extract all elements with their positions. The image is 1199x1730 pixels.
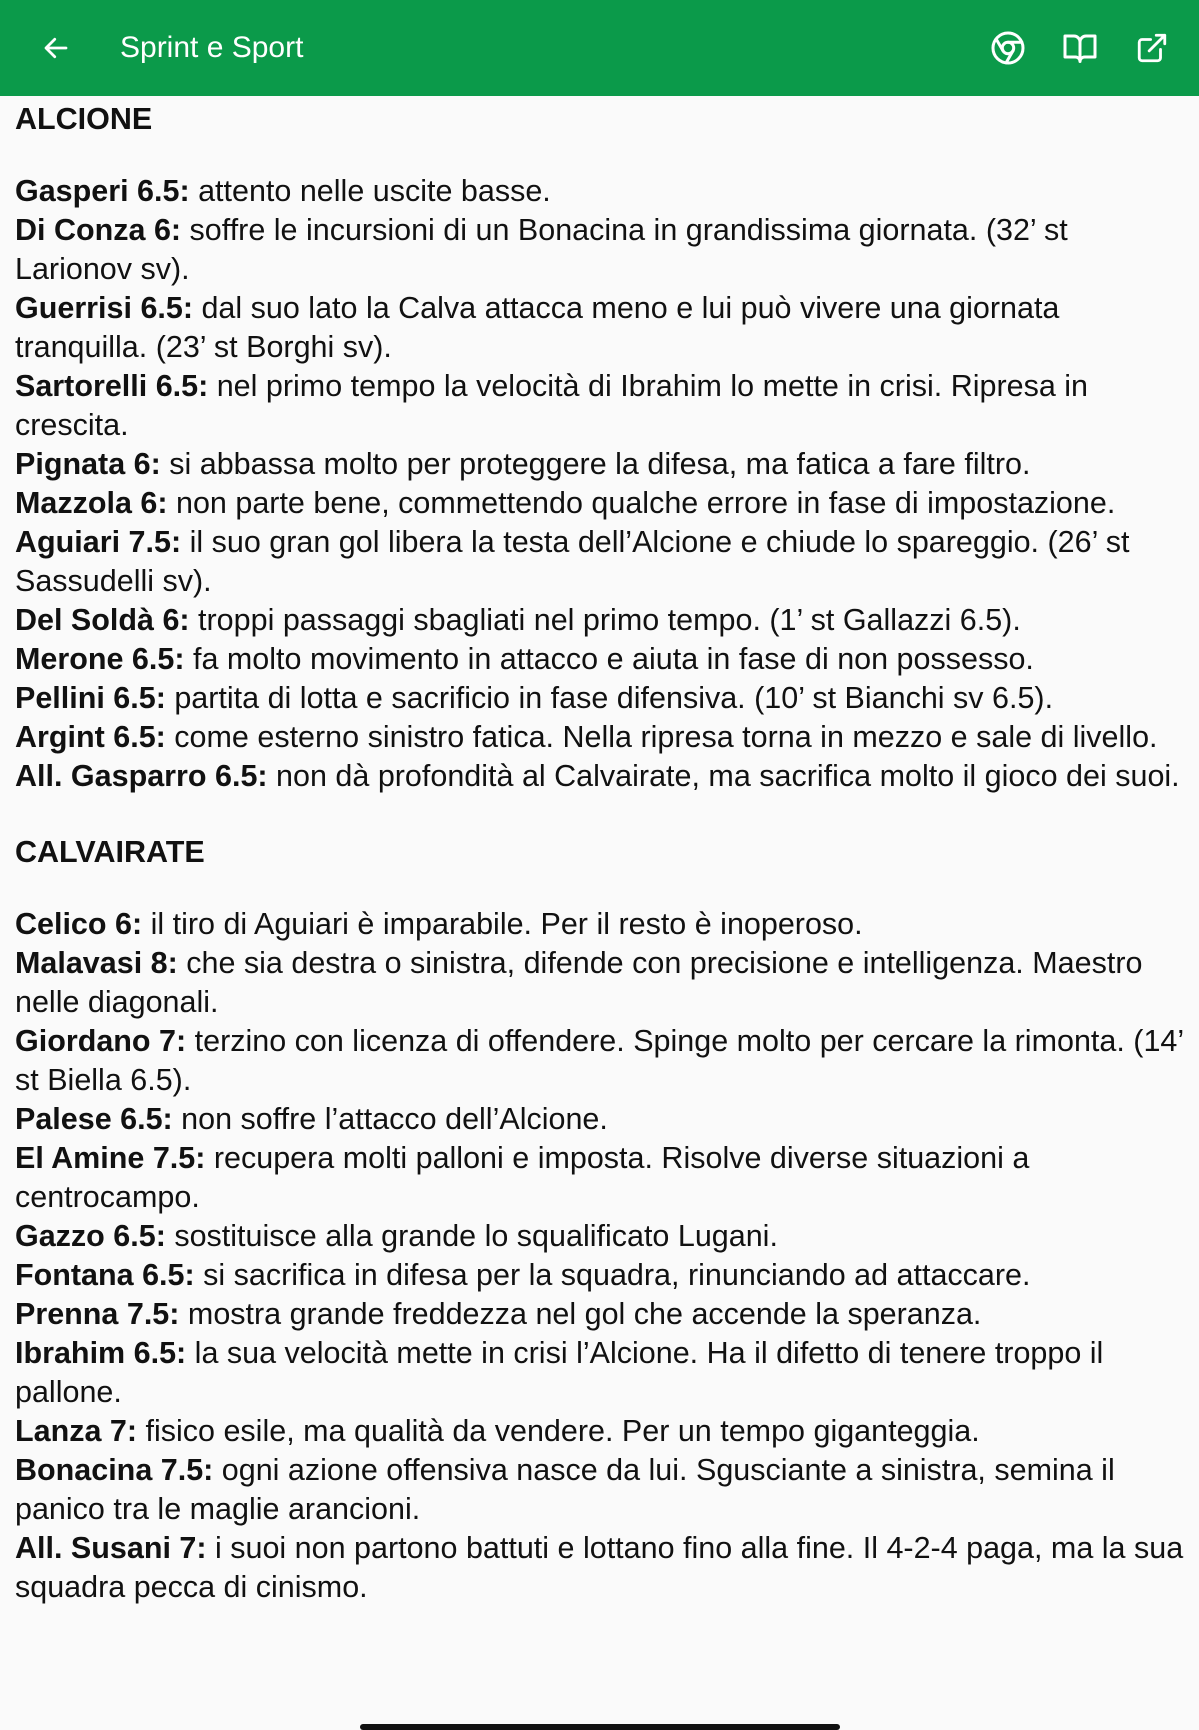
player-name: Fontana 6.5:: [15, 1258, 195, 1292]
player-rating: [15, 718, 1187, 757]
player-comment: terzino con licenza di offendere. Spinge molto per cercare la rimonta. (14’ st Biella 6.5).: [15, 1024, 1184, 1097]
player-comment: non soffre l’attacco dell’Alcione.: [172, 1102, 608, 1136]
ratings-list-alcione: [15, 172, 1187, 796]
player-rating: [15, 172, 1187, 211]
team-heading-alcione: ALCIONE: [15, 102, 153, 136]
player-name: Di Conza 6:: [15, 213, 182, 247]
player-rating: [15, 1334, 1187, 1412]
player-comment: ogni azione offensiva nasce da lui. Sgusciante a sinistra, semina il panico tra le maglie arancioni.: [15, 1453, 1115, 1526]
player-rating: [15, 640, 1187, 679]
player-comment: si abbassa molto per proteggere la difesa, ma fatica a fare filtro.: [160, 447, 1031, 481]
coach-rating: [15, 757, 1187, 796]
player-name: Lanza 7:: [15, 1414, 138, 1448]
player-rating: [15, 1022, 1187, 1100]
app-bar: [0, 0, 1199, 96]
player-name: Del Soldà 6:: [15, 603, 190, 637]
chrome-icon: [990, 30, 1026, 66]
player-comment: il suo gran gol libera la testa dell’Alcione e chiude lo spareggio. (26’ st Sassudelli sv).: [15, 525, 1130, 598]
player-rating: [15, 1139, 1187, 1217]
coach-rating: [15, 1529, 1187, 1607]
player-comment: nel primo tempo la velocità di Ibrahim lo mette in crisi. Ripresa in crescita.: [15, 369, 1089, 442]
open-external-button[interactable]: [1124, 20, 1180, 76]
player-rating: [15, 1412, 1187, 1451]
player-comment: mostra grande freddezza nel gol che accende la speranza.: [179, 1297, 982, 1331]
player-name: Malavasi 8:: [15, 946, 178, 980]
player-name: Ibrahim 6.5:: [15, 1336, 187, 1370]
player-comment: il tiro di Aguiari è imparabile. Per il resto è inoperoso.: [142, 907, 863, 941]
arrow-left-icon: [41, 33, 71, 63]
player-rating: [15, 1295, 1187, 1334]
coach-name: All. Susani 7:: [15, 1531, 207, 1565]
player-comment: come esterno sinistro fatica. Nella ripresa torna in mezzo e sale di livello.: [165, 720, 1158, 754]
player-name: Guerrisi 6.5:: [15, 291, 193, 325]
player-name: Prenna 7.5:: [15, 1297, 180, 1331]
home-indicator[interactable]: [360, 1724, 840, 1730]
player-rating: [15, 211, 1187, 289]
player-rating: [15, 1256, 1187, 1295]
ratings-list-calvairate: [15, 905, 1187, 1607]
player-rating: [15, 905, 1187, 944]
player-rating: [15, 1451, 1187, 1529]
player-comment: si sacrifica in difesa per la squadra, rinunciando ad attaccare.: [194, 1258, 1031, 1292]
player-name: Giordano 7:: [15, 1024, 187, 1058]
player-comment: fa molto movimento in attacco e aiuta in fase di non possesso.: [184, 642, 1034, 676]
coach-comment: i suoi non partono battuti e lottano fino alla fine. Il 4-2-4 paga, ma la sua squadra pecca di cinismo.: [15, 1531, 1184, 1604]
player-name: Aguiari 7.5:: [15, 525, 182, 559]
player-name: El Amine 7.5:: [15, 1141, 206, 1175]
back-button[interactable]: [28, 20, 84, 76]
player-name: Sartorelli 6.5:: [15, 369, 209, 403]
player-rating: [15, 1100, 1187, 1139]
player-comment: troppi passaggi sbagliati nel primo tempo. (1’ st Gallazzi 6.5).: [189, 603, 1021, 637]
book-open-icon: [1062, 30, 1098, 66]
player-comment: soffre le incursioni di un Bonacina in grandissima giornata. (32’ st Larionov sv).: [15, 213, 1068, 286]
player-comment: sostituisce alla grande lo squalificato Lugani.: [165, 1219, 778, 1253]
player-rating: [15, 289, 1187, 367]
coach-comment: non dà profondità al Calvairate, ma sacrifica molto il gioco dei suoi.: [267, 759, 1180, 793]
open-in-chrome-button[interactable]: [980, 20, 1036, 76]
player-name: Mazzola 6:: [15, 486, 168, 520]
coach-name: All. Gasparro 6.5:: [15, 759, 268, 793]
player-rating: [15, 367, 1187, 445]
player-comment: non parte bene, commettendo qualche errore in fase di impostazione.: [167, 486, 1116, 520]
player-name: Pellini 6.5:: [15, 681, 166, 715]
player-name: Pignata 6:: [15, 447, 161, 481]
player-comment: recupera molti palloni e imposta. Risolve diverse situazioni a centrocampo.: [15, 1141, 1030, 1214]
player-name: Argint 6.5:: [15, 720, 166, 754]
player-comment: attento nelle uscite basse.: [189, 174, 551, 208]
player-rating: [15, 601, 1187, 640]
player-comment: partita di lotta e sacrificio in fase difensiva. (10’ st Bianchi sv 6.5).: [165, 681, 1054, 715]
player-comment: dal suo lato la Calva attacca meno e lui può vivere una giornata tranquilla. (23’ st Borghi sv).: [15, 291, 1060, 364]
player-name: Celico 6:: [15, 907, 143, 941]
player-name: Merone 6.5:: [15, 642, 185, 676]
player-comment: che sia destra o sinistra, difende con precisione e intelligenza. Maestro nelle diagonali.: [15, 946, 1143, 1019]
player-rating: [15, 523, 1187, 601]
player-comment: la sua velocità mette in crisi l’Alcione. Ha il difetto di tenere troppo il pallone.: [15, 1336, 1104, 1409]
player-name: Gazzo 6.5:: [15, 1219, 166, 1253]
external-link-icon: [1135, 31, 1169, 65]
player-name: Palese 6.5:: [15, 1102, 173, 1136]
app-title: Sprint e Sport: [120, 31, 304, 64]
team-heading-calvairate: CALVAIRATE: [15, 835, 205, 869]
player-rating: [15, 484, 1187, 523]
player-name: Bonacina 7.5:: [15, 1453, 214, 1487]
player-rating: [15, 679, 1187, 718]
article-content: [15, 96, 1187, 1607]
player-comment: fisico esile, ma qualità da vendere. Per un tempo giganteggia.: [137, 1414, 980, 1448]
player-rating: [15, 944, 1187, 1022]
player-name: Gasperi 6.5:: [15, 174, 190, 208]
player-rating: [15, 1217, 1187, 1256]
player-rating: [15, 445, 1187, 484]
reader-mode-button[interactable]: [1052, 20, 1108, 76]
